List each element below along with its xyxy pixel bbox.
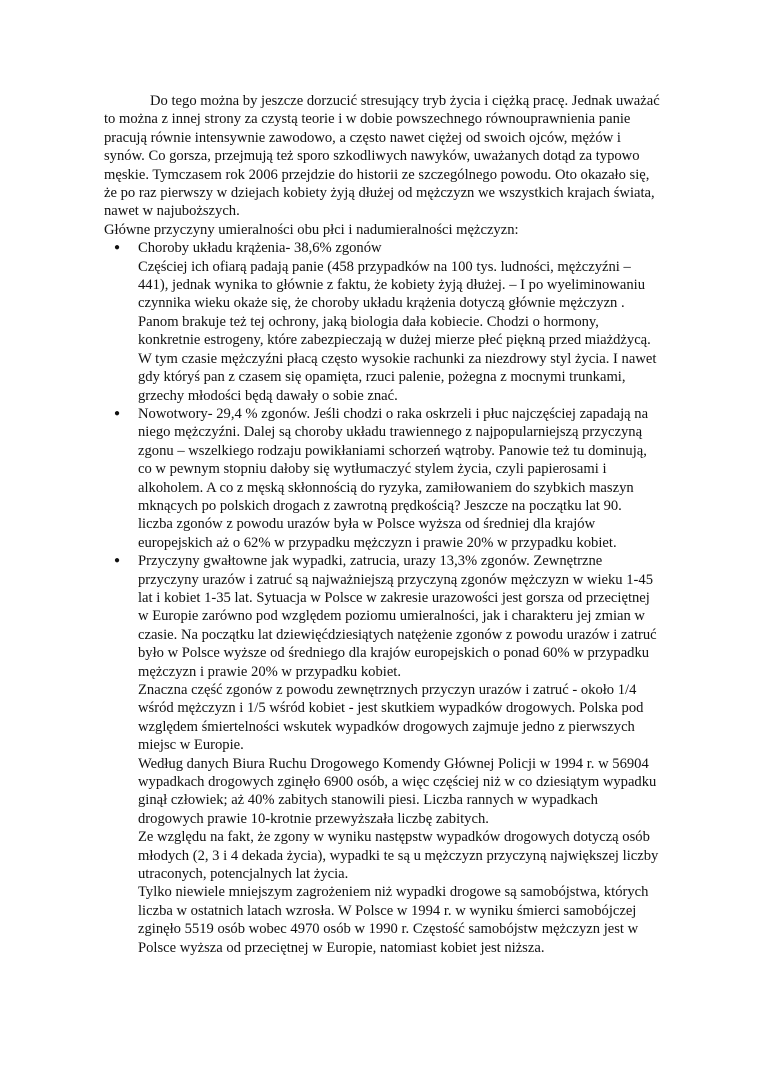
list-heading: Główne przyczyny umieralności obu płci i nadumieralności mężczyzn: bbox=[104, 221, 519, 238]
list-item-paragraph: Tylko niewiele mniejszym zagrożeniem niż wypadki drogowe są samobójstwa, których liczba w ostatnich latach wzrosła. W Polsce w 1994 r. w wyniku śmierci samobójczej zginęło 5519 osób wobec 4970 osób w 1990 r. Częstość samobójstw mężczyzn jest w Polsce wyższa od przeciętnej w Europie, natomiast kobiet jest niższa. bbox=[138, 884, 649, 956]
intro-paragraph: Do tego można by jeszcze dorzucić stresujący tryb życia i ciężką pracę. Jednak uważać to można z innej strony za czystą teorie i w dobie powszechnego równouprawnienia panie pracują równie intensywnie zawodowo, a często nawet ciężej od swoich ojców, mężów i synów. Co gorsza, przejmują też sporo szkodliwych nawyków, uważanych dotąd za typowo męskie. Tymczasem rok 2006 przejdzie do historii ze szczególnego powodu. Oto okazało się, że po raz pierwszy w dziejach kobiety żyją dłużej od mężczyzn we wszystkich krajach świata, nawet w najuboższych. bbox=[104, 93, 660, 220]
bullet-icon: ● bbox=[114, 242, 121, 254]
list-item-paragraph: Przyczyny gwałtowne jak wypadki, zatrucia, urazy 13,3% zgonów. Zewnętrzne przyczyny urazów i zatruć są najważniejszą przyczyną zgonów mężczyzn w wieku 1-45 lat i kobiet 1-35 lat. Sytuacja w Polsce w zakresie urazowości jest gorsza od przeciętnej w Europie zarówno pod względem poziomu umieralności, jak i charakteru jej zmian w czasie. Na początku lat dziewięćdziesiątych natężenie zgonów z powodu urazów i zatruć było w Polsce wyższe od średniego dla krajów europejskich o ponad 60% w przypadku mężczyzn i prawie 20% w przypadku kobiet. bbox=[138, 553, 657, 680]
list-item-paragraph: Częściej ich ofiarą padają panie (458 przypadków na 100 tys. ludności, mężczyźni – 441), jednak wynika to głównie z faktu, że kobiety żyją dłużej. – I po wyeliminowaniu czynnika wieku okaże się, że choroby układu krążenia dotyczą głównie mężczyzn . Panom brakuje też tej ochrony, jaką biologia dała kobiecie. Chodzi o hormony, konkretnie estrogeny, które zabezpieczają w dużej mierze płeć piękną przed miażdżycą. W tym czasie mężczyźni płacą często wysokie rachunki za niezdrowy styl życia. I nawet gdy któryś pan z czasem się opamięta, rzuci palenie, pożegna z mocnymi trunkami, grzechy młodości będą dawały o sobie znać. bbox=[138, 258, 657, 404]
bullet-icon: ● bbox=[114, 407, 121, 419]
list-item-paragraph: Według danych Biura Ruchu Drogowego Komendy Głównej Policji w 1994 r. w 56904 wypadkach drogowych zginęło 6900 osób, a więc częściej niż w co dziesiątym wypadku ginął człowiek; aż 40% zabitych stanowili piesi. Liczba rannych w wypadkach drogowych prawie 10-krotnie przewyższała liczbę zabitych. bbox=[138, 755, 657, 827]
bullet-icon: ● bbox=[114, 555, 121, 567]
list-item-title: Choroby układu krążenia- 38,6% zgonów bbox=[138, 240, 382, 257]
list-item-paragraph: Nowotwory- 29,4 % zgonów. Jeśli chodzi o raka oskrzeli i płuc najczęściej zapadają na niego mężczyźni. Dalej są choroby układu trawiennego z najpopularniejszą przyczyną zgonu – wszelkiego rodzaju powikłaniami schorzeń wątroby. Panowie też tu dominują, co w pewnym stopniu dałoby się wytłumaczyć stylem życia, czyli papierosami i alkoholem. A co z męską skłonnością do ryzyka, zamiłowaniem do szybkich maszyn mknących po polskich drogach z zawrotną prędkością? Jeszcze na początku lat 90. liczba zgonów z powodu urazów była w Polsce wyższa od średniej dla krajów europejskich aż o 62% w przypadku mężczyzn i prawie 20% w przypadku kobiet. bbox=[138, 405, 649, 551]
causes-list bbox=[104, 239, 660, 957]
list-item-circulatory bbox=[104, 239, 660, 405]
document-page bbox=[104, 92, 660, 957]
list-item-paragraph: Ze względu na fakt, że zgony w wyniku następstw wypadków drogowych dotyczą osób młodych (2, 3 i 4 dekada życia), wypadki te są u mężczyzn przyczyną największej liczby utraconych, potencjalnych lat życia. bbox=[138, 829, 659, 883]
list-item-cancer bbox=[104, 405, 660, 552]
list-item-violent-causes bbox=[104, 552, 660, 957]
list-item-paragraph: Znaczna część zgonów z powodu zewnętrznych przyczyn urazów i zatruć - około 1/4 wśród mężczyzn i 1/5 wśród kobiet - jest skutkiem wypadków drogowych. Polska pod względem śmiertelności wskutek wypadków drogowych zajmuje jedno z pierwszych miejsc w Europie. bbox=[138, 682, 644, 754]
